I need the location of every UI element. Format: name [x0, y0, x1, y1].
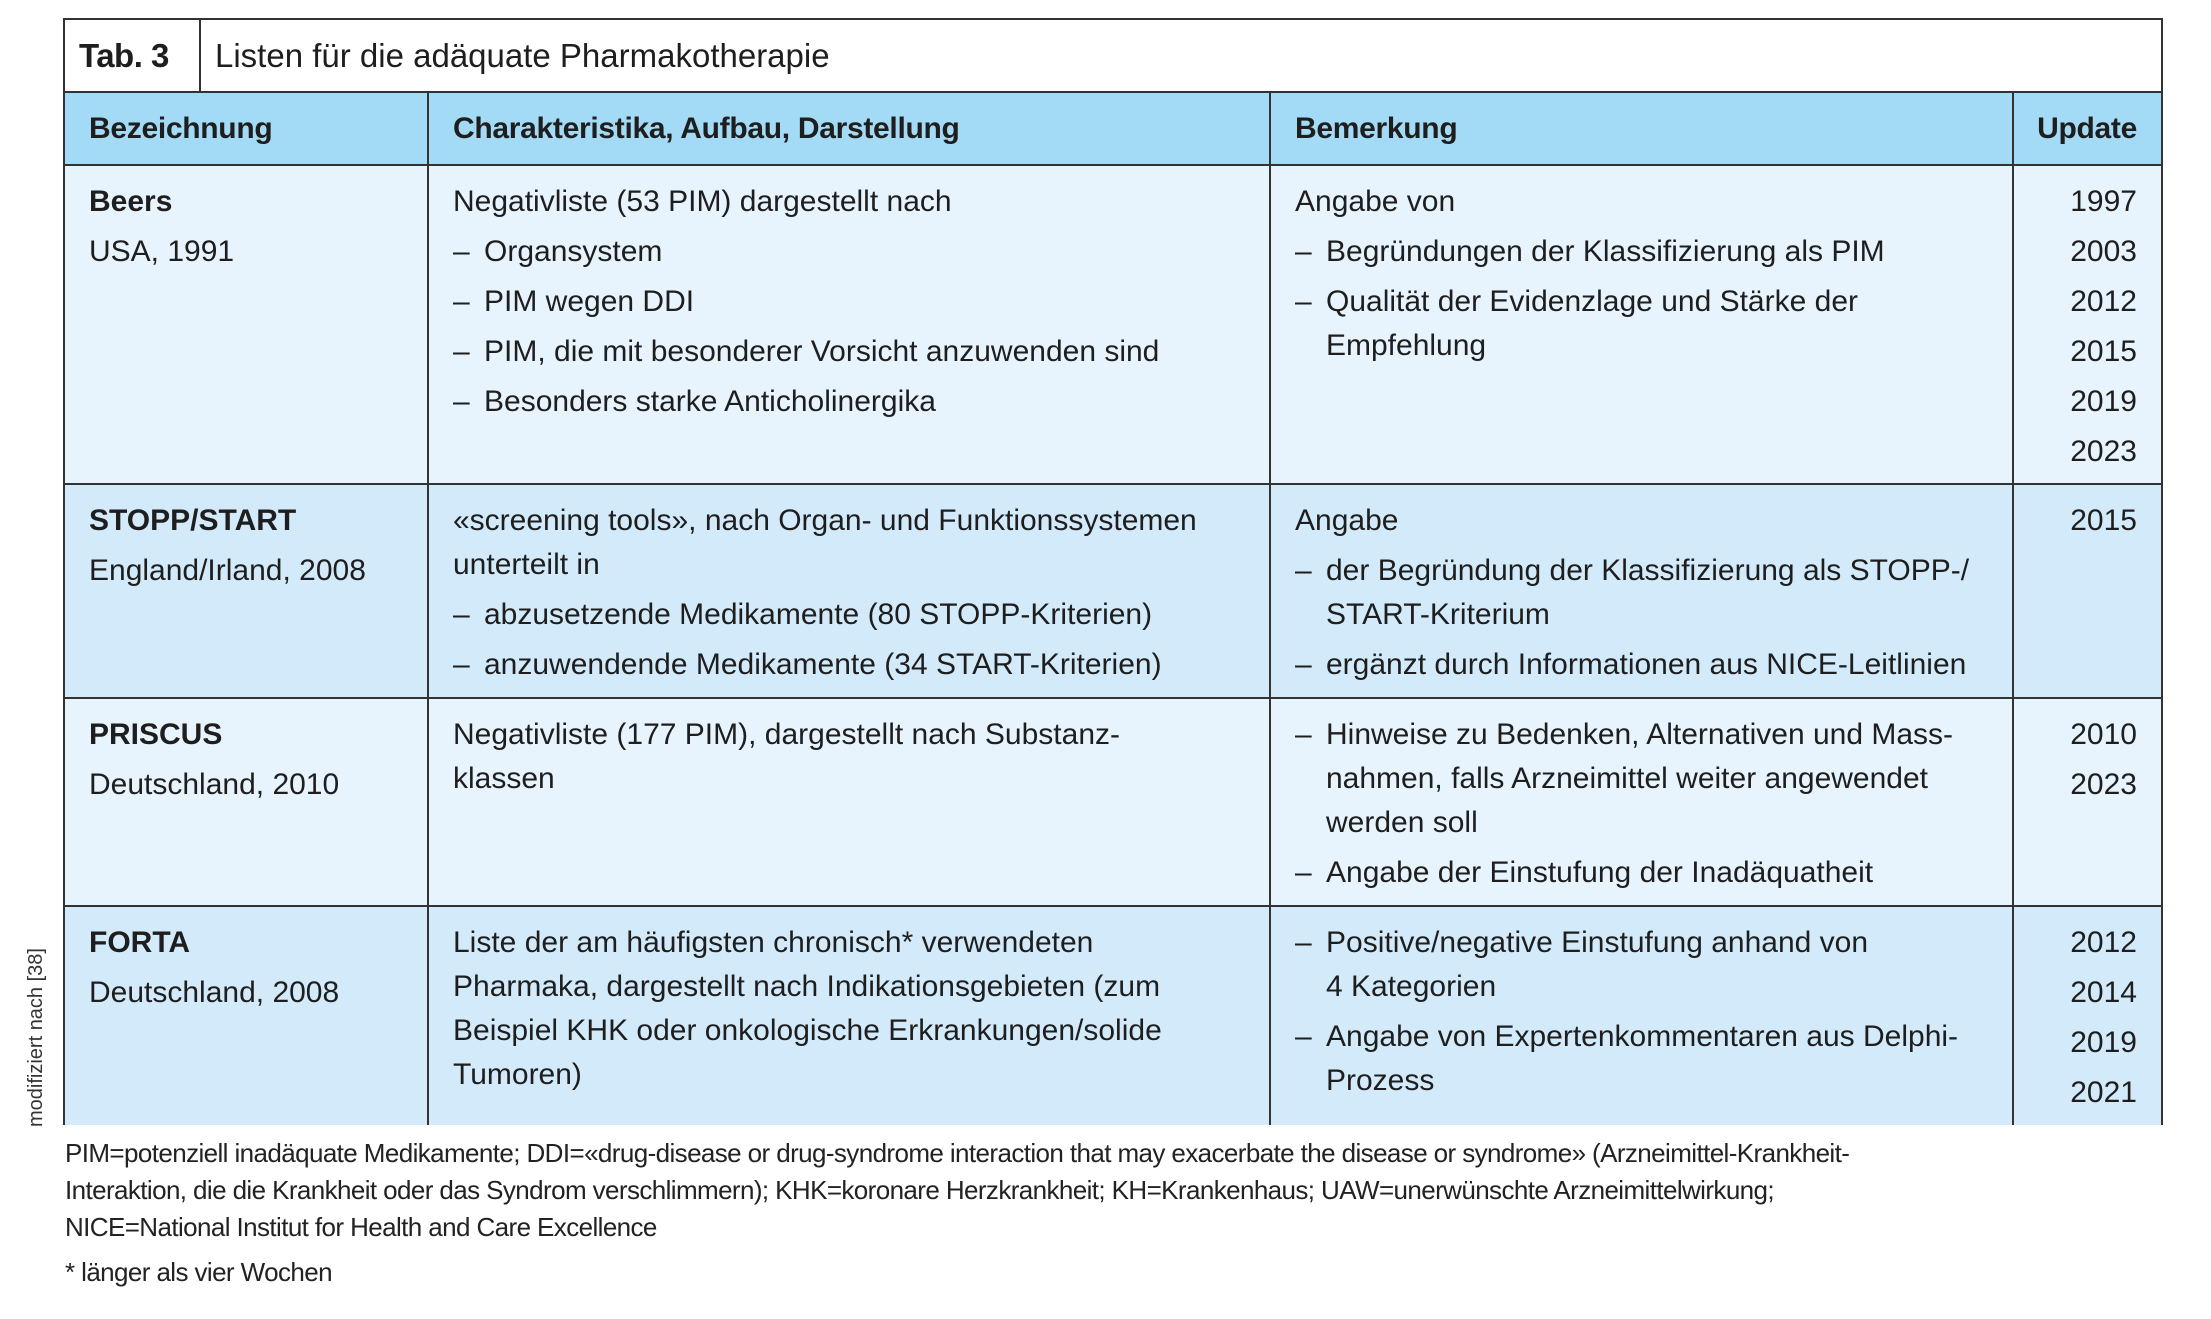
bullet-dash-icon: –	[1295, 648, 1312, 681]
header-bezeichnung: Bezeichnung	[65, 93, 429, 164]
remarks-item-text-line: START-Kriterium	[1326, 598, 1550, 631]
bullet-dash-icon: –	[453, 648, 470, 681]
characteristics-intro-line: Liste der am häufigsten chronisch* verwendeten	[453, 926, 1094, 959]
bullet-dash-icon: –	[453, 335, 470, 368]
characteristics-intro	[453, 921, 1245, 1097]
remarks-intro: Angabe	[1295, 504, 1399, 537]
table-footnote	[65, 1135, 1849, 1291]
list-name: STOPP/START	[89, 504, 297, 537]
update-year: 2023	[2070, 435, 2137, 468]
characteristics-intro-line: Tumoren)	[453, 1058, 582, 1091]
list-name: FORTA	[89, 926, 191, 959]
list-name: Beers	[89, 185, 173, 218]
remarks-item-text-line: Positive/negative Einstufung anhand von	[1326, 926, 1869, 959]
characteristics-item	[453, 380, 1245, 424]
cell-bemerkung	[1271, 699, 2014, 905]
remarks-item-text-line: Prozess	[1326, 1064, 1435, 1097]
remarks-item-text: ergänzt durch Informationen aus NICE-Leitlinien	[1326, 648, 1967, 681]
update-year: 2021	[2070, 1076, 2137, 1109]
update-year: 2015	[2070, 335, 2137, 368]
cell-charakteristika	[429, 166, 1271, 483]
update-year: 2023	[2070, 768, 2137, 801]
characteristics-intro	[453, 713, 1245, 801]
remarks-intro: Angabe von	[1295, 185, 1456, 218]
cell-bemerkung	[1271, 485, 2014, 697]
remarks-item	[1295, 549, 1988, 637]
cell-bezeichnung	[65, 485, 429, 697]
remarks-item	[1295, 230, 1988, 274]
characteristics-intro-line: Negativliste (177 PIM), dargestellt nach Substanz-	[453, 718, 1120, 751]
bullet-dash-icon: –	[1295, 235, 1312, 268]
characteristics-item-text: abzusetzende Medikamente (80 STOPP-Kriterien)	[484, 598, 1153, 631]
characteristics-item	[453, 643, 1245, 687]
remarks-item-text	[1326, 1015, 1988, 1103]
table-header-row	[65, 93, 2161, 166]
remarks-item-text-line: der Begründung der Klassifizierung als STOPP-/	[1326, 554, 1970, 587]
characteristics-intro-line: klassen	[453, 762, 555, 795]
table-title-row	[65, 20, 2161, 93]
footnote-asterisk-note: * länger als vier Wochen	[65, 1257, 332, 1287]
characteristics-intro-line: unterteilt in	[453, 548, 600, 581]
cell-bezeichnung	[65, 166, 429, 483]
characteristics-item-text: anzuwendende Medikamente (34 START-Kriterien)	[484, 648, 1162, 681]
table-row	[65, 699, 2161, 907]
bullet-dash-icon: –	[453, 598, 470, 631]
footnote-line: NICE=National Institut for Health and Care Excellence	[65, 1212, 657, 1242]
remarks-item-text-line: Empfehlung	[1326, 329, 1487, 362]
header-bemerkung: Bemerkung	[1271, 93, 2014, 164]
cell-charakteristika	[429, 485, 1271, 697]
remarks-item-text-line: nahmen, falls Arzneimittel weiter angewendet	[1326, 762, 1928, 795]
list-origin: USA, 1991	[89, 235, 235, 268]
cell-update	[2014, 699, 2161, 905]
remarks-item	[1295, 921, 1988, 1009]
remarks-item	[1295, 713, 1988, 845]
remarks-item	[1295, 1015, 1988, 1103]
update-year: 2014	[2070, 976, 2137, 1009]
footnote-line: PIM=potenziell inadäquate Medikamente; DDI=«drug-disease or drug-syndrome interaction that may exacerbate the disease or syndrome» (Arzneimittel-Krankheit-	[65, 1138, 1850, 1168]
remarks-item	[1295, 280, 1988, 368]
remarks-item	[1295, 851, 1988, 895]
remarks-item-text	[1326, 713, 1988, 845]
pharmacotherapy-lists-table	[63, 18, 2163, 1125]
remarks-item-text-line: Angabe von Expertenkommentaren aus Delphi-	[1326, 1020, 1959, 1053]
update-year: 2019	[2070, 385, 2137, 418]
bullet-dash-icon: –	[1295, 554, 1312, 587]
bullet-dash-icon: –	[1295, 856, 1312, 889]
update-year: 2015	[2070, 504, 2137, 537]
update-year: 2010	[2070, 718, 2137, 751]
cell-bezeichnung	[65, 699, 429, 905]
characteristics-item-text: PIM, die mit besonderer Vorsicht anzuwenden sind	[484, 335, 1160, 368]
characteristics-intro-line: Pharmaka, dargestellt nach Indikationsgebieten (zum	[453, 970, 1161, 1003]
characteristics-item	[453, 230, 1245, 274]
list-origin: England/Irland, 2008	[89, 554, 366, 587]
remarks-item	[1295, 643, 1988, 687]
remarks-item-text-line: Qualität der Evidenzlage und Stärke der	[1326, 285, 1858, 318]
characteristics-item	[453, 280, 1245, 324]
characteristics-item-text: Organsystem	[484, 235, 663, 268]
bullet-dash-icon: –	[453, 235, 470, 268]
bullet-dash-icon: –	[1295, 926, 1312, 959]
remarks-item-text	[1326, 921, 1988, 1009]
remarks-item-text-line: 4 Kategorien	[1326, 970, 1497, 1003]
characteristics-item-text: PIM wegen DDI	[484, 285, 695, 318]
cell-charakteristika	[429, 699, 1271, 905]
list-origin: Deutschland, 2008	[89, 976, 340, 1009]
characteristics-item-text: Besonders starke Anticholinergika	[484, 385, 936, 418]
bullet-dash-icon: –	[1295, 1020, 1312, 1053]
characteristics-intro: Negativliste (53 PIM) dargestellt nach	[453, 185, 952, 218]
remarks-item-text	[1326, 549, 1988, 637]
remarks-item-text	[1326, 280, 1988, 368]
update-year: 2012	[2070, 926, 2137, 959]
remarks-item-text: Angabe der Einstufung der Inadäquatheit	[1326, 856, 1874, 889]
list-origin: Deutschland, 2010	[89, 768, 340, 801]
header-update: Update	[2037, 112, 2137, 145]
bullet-dash-icon: –	[453, 385, 470, 418]
table-row	[65, 485, 2161, 699]
cell-bemerkung	[1271, 907, 2014, 1125]
cell-update	[2014, 485, 2161, 697]
cell-update	[2014, 907, 2161, 1125]
remarks-item-text-line: Hinweise zu Bedenken, Alternativen und Mass-	[1326, 718, 1954, 751]
list-name: PRISCUS	[89, 718, 223, 751]
update-year: 2019	[2070, 1026, 2137, 1059]
update-year: 2003	[2070, 235, 2137, 268]
characteristics-item	[453, 593, 1245, 637]
cell-bezeichnung	[65, 907, 429, 1125]
table-row	[65, 166, 2161, 485]
bullet-dash-icon: –	[453, 285, 470, 318]
header-charakteristika: Charakteristika, Aufbau, Darstellung	[429, 93, 1271, 164]
characteristics-intro-line: Beispiel KHK oder onkologische Erkrankungen/solide	[453, 1014, 1162, 1047]
characteristics-intro	[453, 499, 1245, 587]
remarks-item-text: Begründungen der Klassifizierung als PIM	[1326, 235, 1885, 268]
cell-bemerkung	[1271, 166, 2014, 483]
cell-charakteristika	[429, 907, 1271, 1125]
bullet-dash-icon: –	[1295, 718, 1312, 751]
source-note: modifiziert nach [38]	[25, 948, 47, 1127]
table-row	[65, 907, 2161, 1125]
table-number: Tab. 3	[65, 20, 201, 91]
update-year: 2012	[2070, 285, 2137, 318]
remarks-item-text-line: werden soll	[1326, 806, 1478, 839]
footnote-line: Interaktion, die die Krankheit oder das Syndrom verschlimmern); KHK=koronare Herzkrankheit; KH=Krankenhaus; UAW=unerwünschte Arzneimittelwirkung;	[65, 1175, 1775, 1205]
characteristics-intro-line: «screening tools», nach Organ- und Funktionssystemen	[453, 504, 1197, 537]
bullet-dash-icon: –	[1295, 285, 1312, 318]
update-year: 1997	[2070, 185, 2137, 218]
cell-update	[2014, 166, 2161, 483]
table-title: Listen für die adäquate Pharmakotherapie	[215, 37, 830, 74]
characteristics-item	[453, 330, 1245, 374]
